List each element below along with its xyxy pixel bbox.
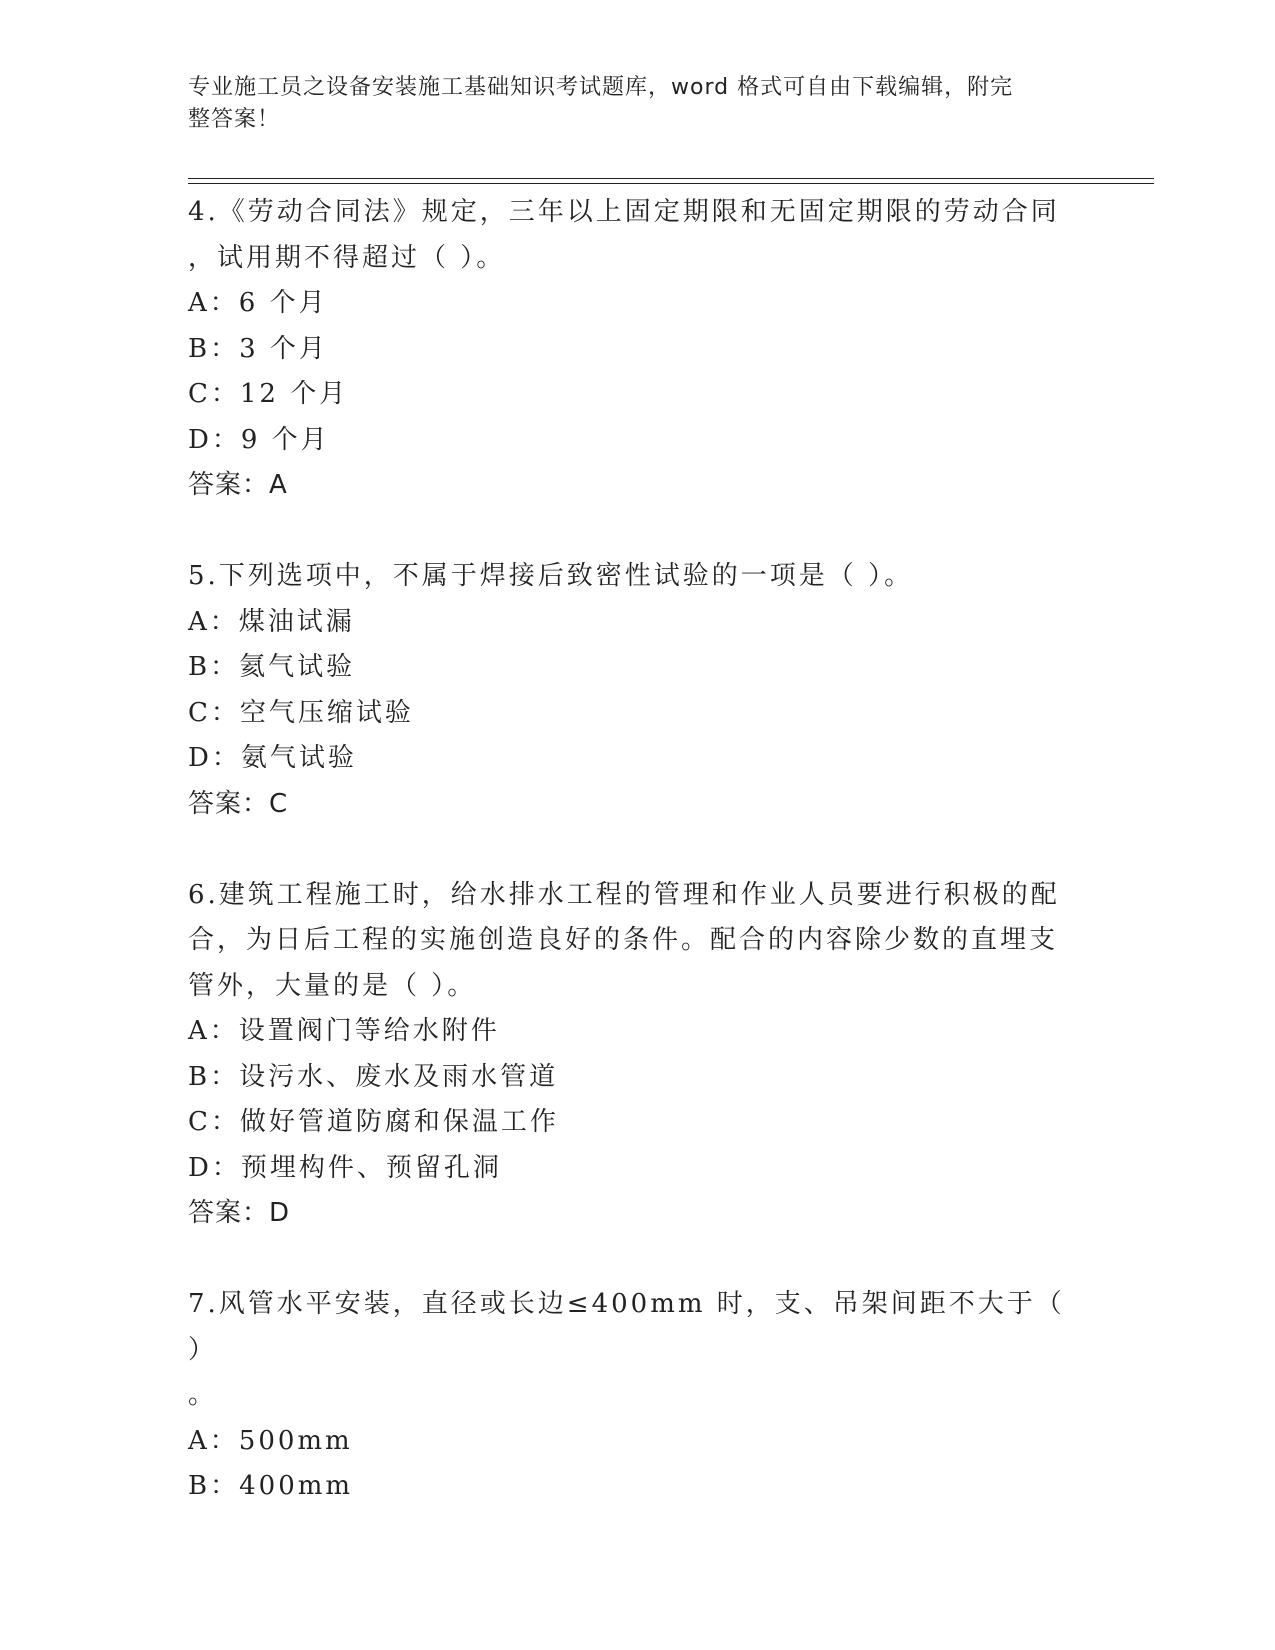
question-stem-line: 管外，大量的是（ ）。 [188, 970, 477, 1001]
option-a: A：6 个月 [188, 288, 328, 318]
option-c: C：12 个月 [188, 379, 349, 409]
answer: 答案：A [188, 470, 288, 500]
question-list [188, 190, 1068, 1510]
question-stem-line: 6.建筑工程施工时，给水排水工程的管理和作业人员要进行积极的配 [188, 879, 1060, 910]
header-divider-top [188, 178, 1154, 179]
option-a: A：500mm [188, 1425, 353, 1456]
option-c: C：做好管道防腐和保温工作 [188, 1107, 559, 1137]
question-5 [188, 554, 1068, 827]
question-6 [188, 873, 1068, 1237]
spacer [188, 1237, 1068, 1283]
spacer [188, 509, 1068, 555]
answer: 答案：D [188, 1198, 291, 1228]
document-header [188, 72, 1068, 136]
option-a: A：煤油试漏 [188, 606, 355, 637]
option-d: D：9 个月 [188, 424, 330, 455]
option-c: C：空气压缩试验 [188, 697, 414, 728]
option-d: D：氨气试验 [188, 743, 357, 773]
question-stem-line: 。 [188, 1380, 218, 1410]
question-stem-line: 4.《劳动合同法》规定，三年以上固定期限和无固定期限的劳动合同 [188, 197, 1060, 227]
question-stem-line: 7.风管水平安装，直径或长边≤400mm 时，支、吊架间距不大于（ ） [188, 1289, 1065, 1365]
question-4 [188, 190, 1068, 509]
answer: 答案：C [188, 788, 289, 819]
question-7 [188, 1282, 1068, 1510]
question-stem-line: ，试用期不得超过（ ）。 [188, 242, 506, 273]
option-a: A：设置阀门等给水附件 [188, 1016, 500, 1046]
question-stem-line: 5.下列选项中，不属于焊接后致密性试验的一项是（ ）。 [188, 561, 914, 591]
option-b: B：设污水、废水及雨水管道 [188, 1061, 559, 1092]
header-line-1: 专业施工员之设备安装施工基础知识考试题库，word 格式可自由下载编辑，附完 [188, 75, 1014, 100]
option-b: B：400mm [188, 1471, 354, 1501]
header-divider-bottom [188, 183, 1154, 184]
option-b: B：3 个月 [188, 333, 328, 364]
question-stem-line: 合，为日后工程的实施创造良好的条件。配合的内容除少数的直埋支 [188, 925, 1059, 955]
spacer [188, 827, 1068, 873]
option-d: D：预埋构件、预留孔洞 [188, 1152, 502, 1183]
option-b: B：氦气试验 [188, 652, 356, 682]
header-line-2: 整答案！ [188, 107, 281, 132]
